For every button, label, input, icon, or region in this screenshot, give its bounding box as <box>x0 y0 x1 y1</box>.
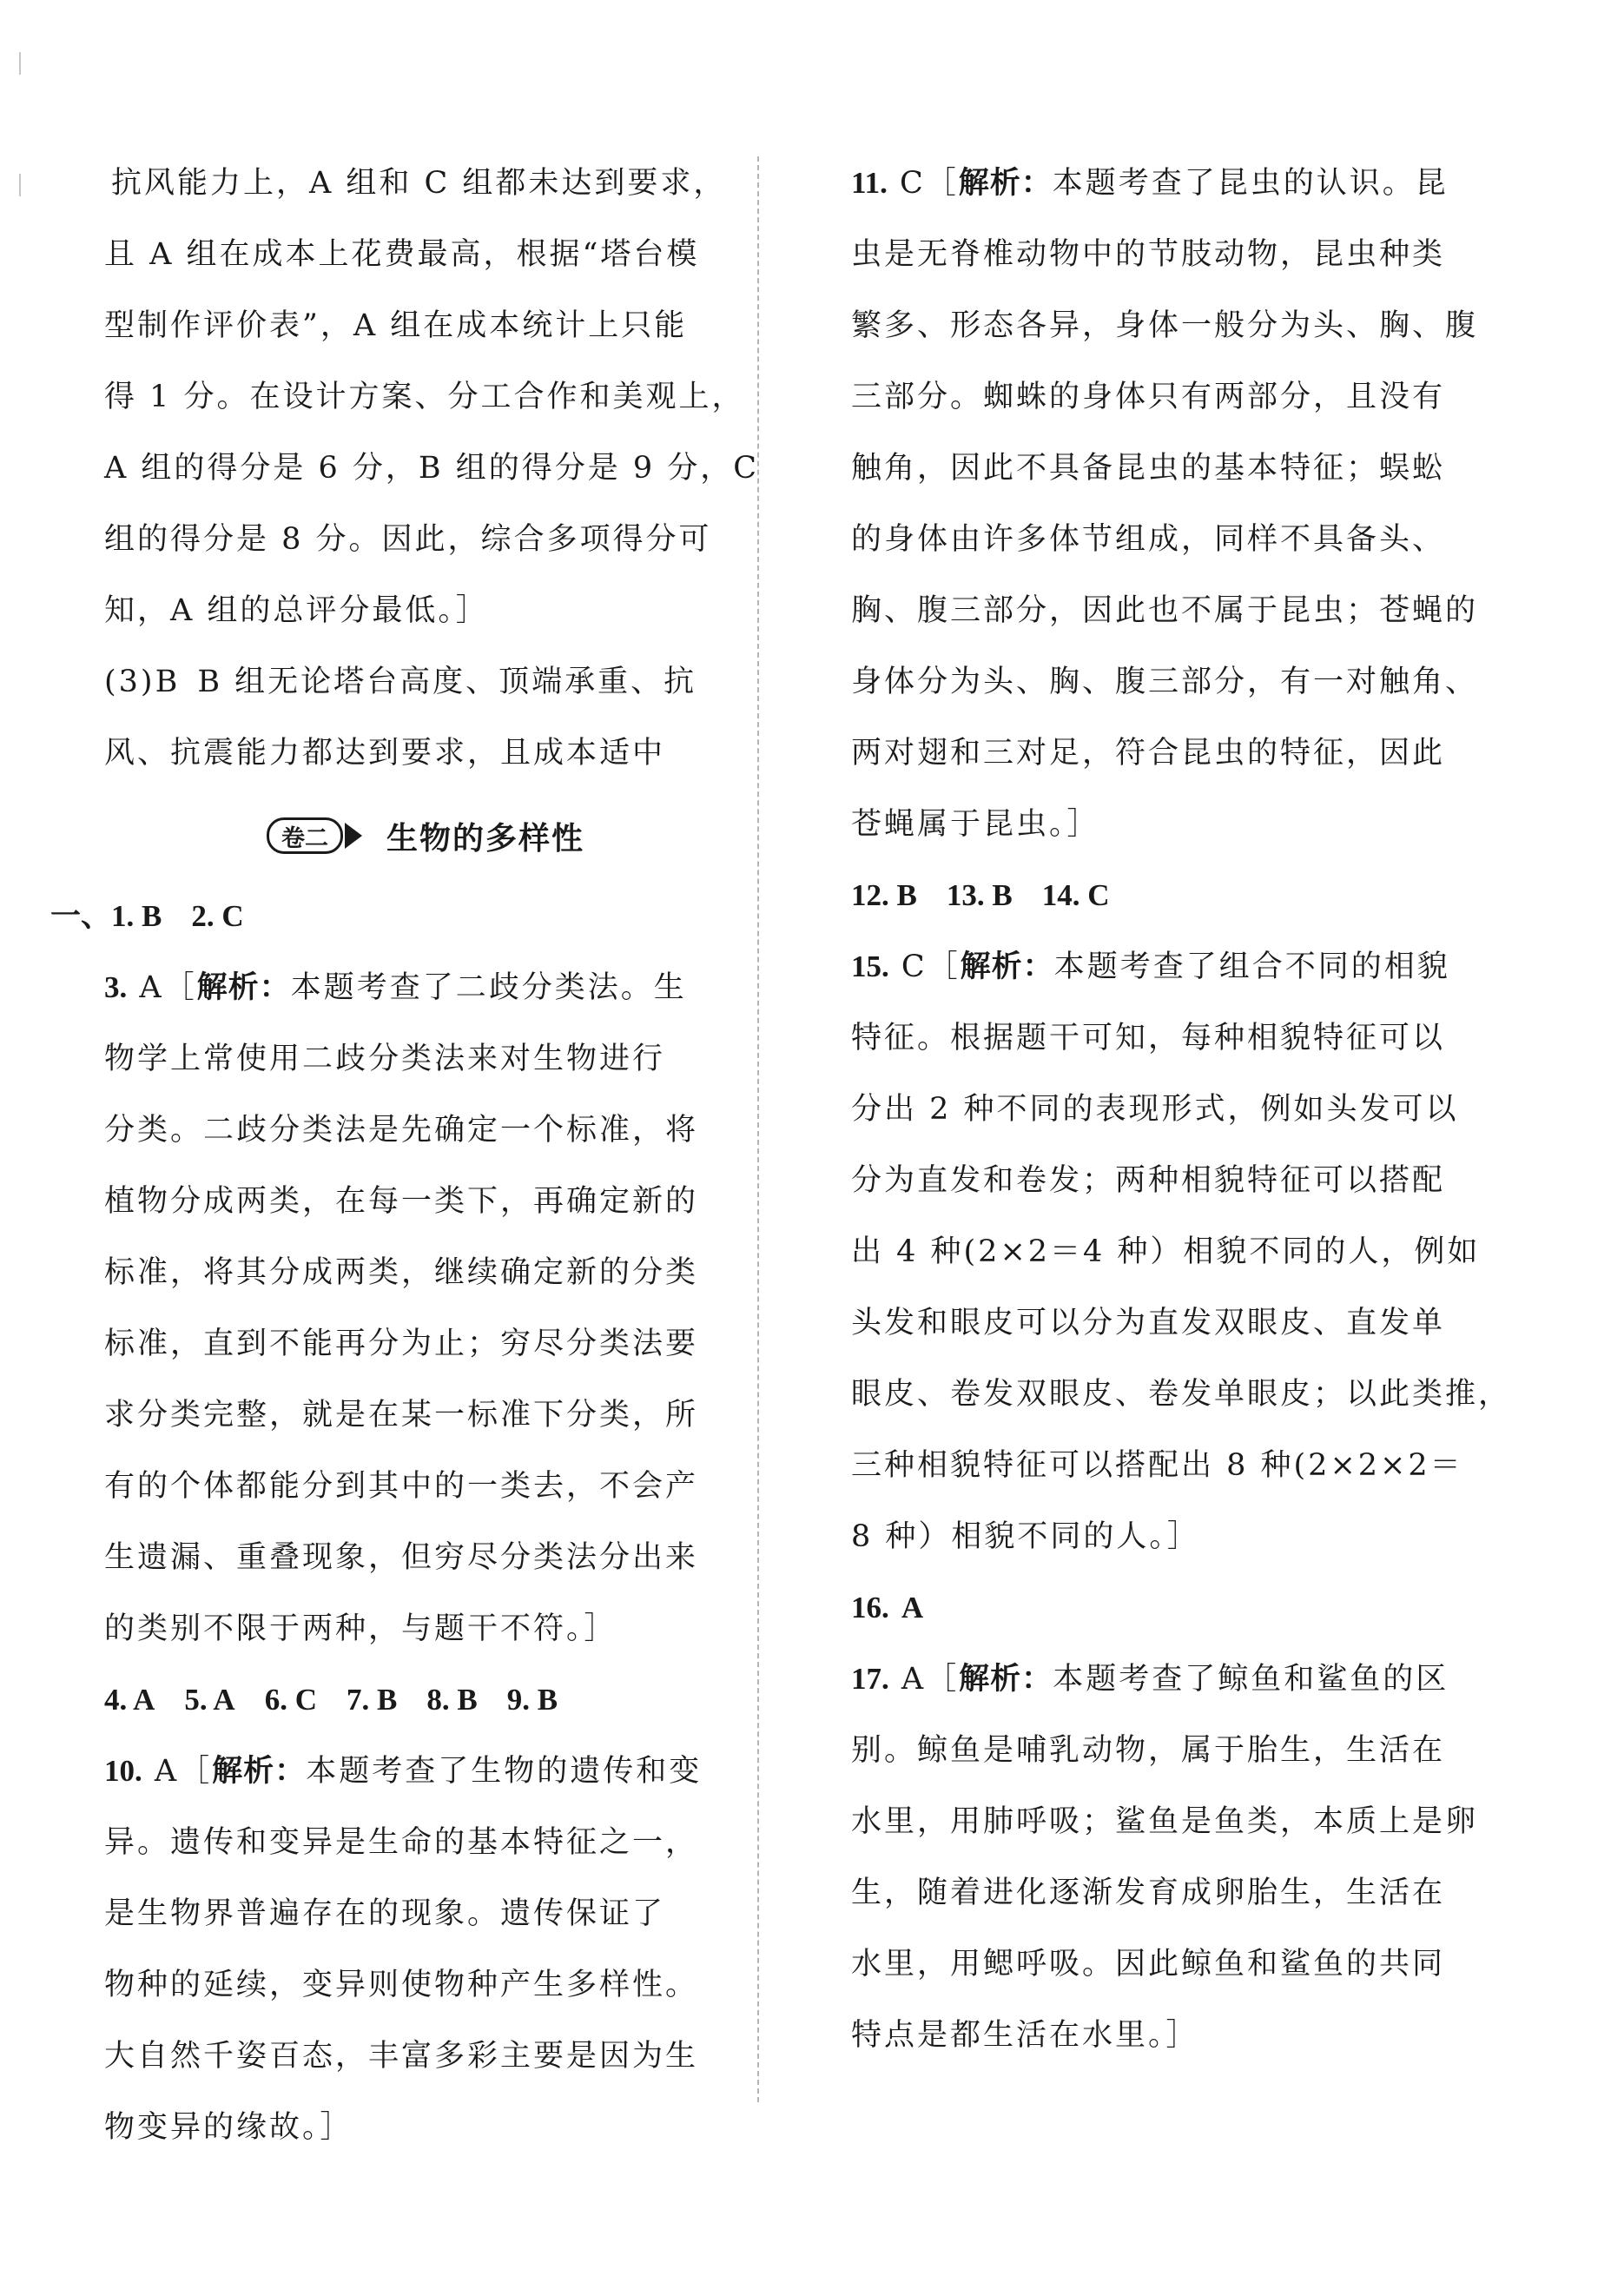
text-line: 物种的延续，变异则使物种产生多样性。 <box>104 1968 699 2002</box>
text-line: 生，随着进化逐渐发育成卵胎生，生活在 <box>851 1876 1446 1910</box>
text-line: A 组的得分是 6 分，B 组的得分是 9 分，C <box>104 451 760 486</box>
continuation-block <box>104 148 760 646</box>
text-line: 三部分。蜘蛛的身体只有两部分，且没有 <box>851 380 1446 414</box>
text-line: 得 1 分。在设计方案、分工合作和美观上， <box>104 380 745 414</box>
question-15 <box>851 931 1512 1572</box>
text-line: 植物分成两类，在每一类下，再确定新的 <box>104 1184 699 1219</box>
answer-item: 12. B <box>851 878 917 912</box>
text-line: 三种相貌特征可以搭配出 8 种(2×2×2＝ <box>851 1448 1463 1483</box>
answer-item: 9. B <box>506 1683 558 1717</box>
text-line: 两对翅和三对足，符合昆虫的特征，因此 <box>851 736 1446 771</box>
text-line: 本题考查了鲸鱼和鲨鱼的区 <box>1053 1662 1449 1697</box>
question-number: 15. <box>851 949 889 983</box>
question-number: 10. <box>104 1754 142 1788</box>
section-title: 生物的多样性 <box>386 820 584 857</box>
question-11 <box>851 148 1494 860</box>
answer-choice: A <box>901 1591 924 1624</box>
answer-item: 2. C <box>191 899 244 933</box>
text-line: 头发和眼皮可以分为直发双眼皮、直发单 <box>851 1306 1446 1340</box>
analysis-label: 解析： <box>960 949 1054 984</box>
text-line: 本题考查了生物的遗传和变 <box>306 1754 703 1789</box>
text-line: 物变异的缘故。］ <box>104 2110 353 2145</box>
text-line: 物学上常使用二歧分类法来对生物进行 <box>104 1042 666 1076</box>
question-number: 16. <box>851 1591 889 1624</box>
text-line: B 组无论塔台高度、顶端承重、抗 <box>197 665 697 699</box>
text-line: 标准，将其分成两类，继续确定新的分类 <box>104 1255 699 1290</box>
text-line: 繁多、形态各异，身体一般分为头、胸、腹 <box>851 308 1479 343</box>
text-line: 身体分为头、胸、腹三部分，有一对触角、 <box>851 665 1479 699</box>
answer-choice: C［ <box>901 949 961 984</box>
question-10 <box>104 1736 747 2163</box>
answer-choice: C［ <box>899 166 959 201</box>
sub-answer-num: (3)B <box>104 665 181 699</box>
answer-item: 1. B <box>111 899 162 933</box>
text-line: 别。鲸鱼是哺乳动物，属于胎生，生活在 <box>851 1733 1446 1768</box>
section-heading <box>104 794 747 877</box>
answer-choice: A［ <box>901 1662 960 1697</box>
question-number: 17. <box>851 1662 889 1696</box>
right-column <box>851 148 1512 2071</box>
text-line: 生遗漏、重叠现象，但穷尽分类法分出来 <box>104 1540 699 1575</box>
text-line: 是生物界普遍存在的现象。遗传保证了 <box>104 1896 666 1931</box>
text-line: 本题考查了二歧分类法。生 <box>290 970 687 1005</box>
text-line: 8 种）相貌不同的人。］ <box>851 1519 1200 1554</box>
text-line: 胸、腹三部分，因此也不属于昆虫；苍蝇的 <box>851 593 1479 628</box>
question-17 <box>851 1644 1494 2071</box>
text-line: 分出 2 种不同的表现形式，例如头发可以 <box>851 1092 1459 1127</box>
text-line: 出 4 种(2×2＝4 种）相貌不同的人，例如 <box>851 1234 1481 1269</box>
text-line: 知，A 组的总评分最低。］ <box>104 593 489 628</box>
answer-item: 14. C <box>1041 878 1110 912</box>
text-line: 求分类完整，就是在某一标准下分类，所 <box>104 1398 699 1433</box>
text-line: 虫是无脊椎动物中的节肢动物，昆虫种类 <box>851 237 1446 272</box>
text-line: 本题考查了昆虫的认识。昆 <box>1052 166 1449 201</box>
answer-item: 4. A <box>104 1683 155 1717</box>
text-line: 触角，因此不具备昆虫的基本特征；蜈蚣 <box>851 451 1446 486</box>
text-line: 水里，用肺呼吸；鲨鱼是鱼类，本质上是卵 <box>851 1804 1479 1839</box>
answer-choice: A［ <box>139 970 197 1005</box>
text-line: 特征。根据题干可知，每种相貌特征可以 <box>851 1021 1446 1055</box>
analysis-label: 解析： <box>958 166 1053 201</box>
question-3 <box>104 952 747 1664</box>
text-line: 水里，用鳃呼吸。因此鲸鱼和鲨鱼的共同 <box>851 1947 1446 1982</box>
answer-item: 7. B <box>347 1683 398 1717</box>
answers-row <box>50 881 747 952</box>
text-line: 组的得分是 8 分。因此，综合多项得分可 <box>104 522 712 557</box>
margin-mark <box>19 174 21 196</box>
answer-item: 5. A <box>184 1683 235 1717</box>
question-number: 3. <box>104 970 128 1004</box>
text-line: 本题考查了组合不同的相貌 <box>1053 949 1450 984</box>
left-column <box>50 148 760 2163</box>
text-line: 大自然千姿百态，丰富多彩主要是因为生 <box>104 2039 699 2074</box>
answer-choice: A［ <box>154 1754 213 1789</box>
column-divider <box>757 156 759 2102</box>
section-badge: 卷二 <box>267 817 362 854</box>
analysis-label: 解析： <box>196 970 291 1005</box>
text-line: 标准，直到不能再分为止；穷尽分类法要 <box>104 1327 699 1361</box>
text-line: 特点是都生活在水里。］ <box>851 2018 1199 2053</box>
margin-mark <box>19 52 21 75</box>
sub-answer-3 <box>104 646 747 789</box>
arrow-icon <box>345 823 362 849</box>
text-line: 型制作评价表”，A 组在成本统计上只能 <box>104 308 688 343</box>
answers-row <box>851 1572 1494 1644</box>
text-line: 抗风能力上，A 组和 C 组都未达到要求， <box>111 166 727 201</box>
part-prefix: 一、 <box>50 899 112 933</box>
text-line: 眼皮、卷发双眼皮、卷发单眼皮；以此类推， <box>851 1377 1512 1412</box>
text-line: 风、抗震能力都达到要求，且成本适中 <box>104 736 666 771</box>
text-line: 有的个体都能分到其中的一类去，不会产 <box>104 1469 699 1504</box>
analysis-label: 解析： <box>212 1754 307 1789</box>
text-line: 分类。二歧分类法是先确定一个标准，将 <box>104 1113 699 1148</box>
answer-item: 8. B <box>426 1683 478 1717</box>
answer-item: 13. B <box>946 878 1013 912</box>
text-line: 分为直发和卷发；两种相貌特征可以搭配 <box>851 1163 1446 1198</box>
text-line: 苍蝇属于昆虫。］ <box>851 807 1100 842</box>
analysis-label: 解析： <box>959 1662 1053 1697</box>
answers-row <box>104 1664 747 1736</box>
text-line: 异。遗传和变异是生命的基本特征之一， <box>104 1825 699 1860</box>
text-line: 的类别不限于两种，与题干不符。］ <box>104 1611 617 1646</box>
question-number: 11. <box>851 166 888 200</box>
text-line: 且 A 组在成本上花费最高，根据“塔台模 <box>104 237 700 272</box>
text-line: 的身体由许多体节组成，同样不具备头、 <box>851 522 1446 557</box>
answers-row <box>851 860 1494 931</box>
answer-item: 6. C <box>264 1683 317 1717</box>
